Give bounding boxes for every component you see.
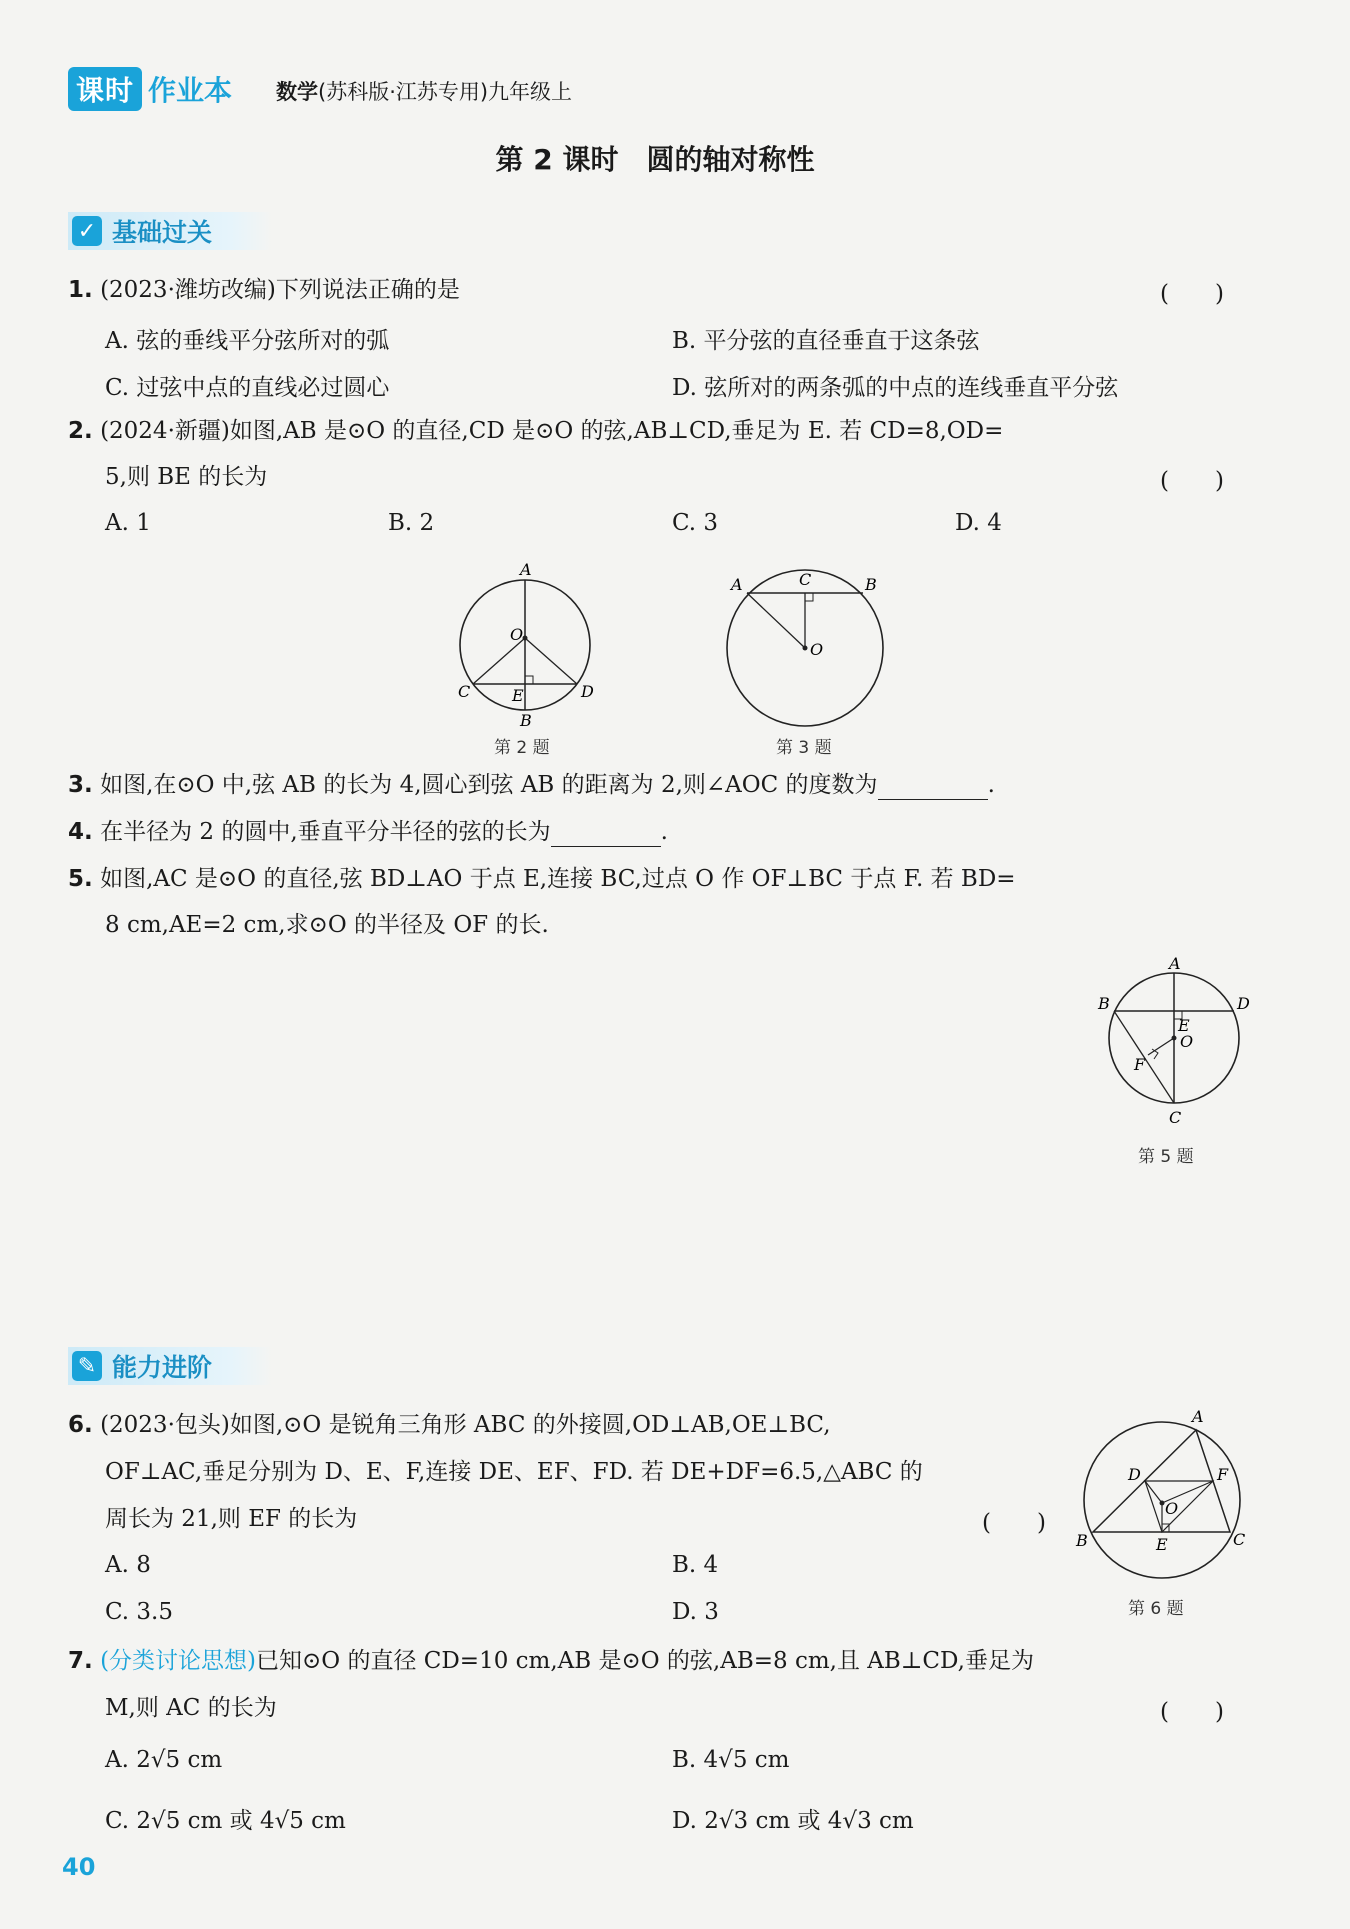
fig6-label-o: O <box>1165 1499 1179 1518</box>
q2-option-d: D. 4 <box>955 510 1002 536</box>
q6-number: 6. <box>68 1412 93 1438</box>
fig5-label-f: F <box>1134 1055 1146 1074</box>
fig5-label-o: O <box>1180 1032 1194 1051</box>
q4-answer-blank[interactable] <box>551 822 661 847</box>
q4-number: 4. <box>68 819 93 845</box>
subject-bold: 数学 <box>276 80 318 104</box>
fig5-label-c: C <box>1169 1108 1182 1127</box>
q2-answer-bracket: ( ) <box>1160 468 1224 494</box>
q6-line1: (2023·包头)如图,⊙O 是锐角三角形 ABC 的外接圆,OD⊥AB,OE⊥BC, <box>100 1412 831 1438</box>
figure-5 <box>1090 955 1260 1130</box>
page-number: 40 <box>62 1853 96 1881</box>
q7-option-d: D. 2√3 cm 或 4√3 cm <box>672 1808 914 1834</box>
q4-text: 在半径为 2 的圆中,垂直平分半径的弦的长为 <box>100 819 551 845</box>
q7-option-a: A. 2√5 cm <box>105 1747 223 1773</box>
fig2-label-a: A <box>520 560 532 579</box>
fig5-label-e: E <box>1178 1016 1190 1035</box>
fig6-label-b: B <box>1076 1531 1088 1550</box>
checkbox-icon: ✓ <box>72 216 102 246</box>
q3-end: . <box>987 772 995 798</box>
q3-text: 如图,在⊙O 中,弦 AB 的长为 4,圆心到弦 AB 的距离为 2,则∠AOC 的度数为 <box>100 772 878 798</box>
q1-stem <box>68 275 460 305</box>
fig3-label-c: C <box>799 570 812 589</box>
logo-text: 作业本 <box>148 74 233 107</box>
q6-line2: OF⊥AC,垂足分别为 D、E、F,连接 DE、EF、FD. 若 DE+DF=6.5,△ABC 的 <box>105 1459 923 1485</box>
fig2-label-d: D <box>581 682 594 701</box>
fig3-label-o: O <box>810 640 824 659</box>
q7-option-b: B. 4√5 cm <box>672 1747 790 1773</box>
figure-3 <box>715 560 895 735</box>
logo-box: 课时 <box>68 67 142 111</box>
brand-logo <box>68 70 232 108</box>
q3-stem <box>68 770 995 800</box>
q2-line2: 5,则 BE 的长为 <box>105 464 268 490</box>
fig6-label-d: D <box>1128 1465 1141 1484</box>
fig6-label-c: C <box>1233 1530 1246 1549</box>
q5-line2: 8 cm,AE=2 cm,求⊙O 的半径及 OF 的长. <box>105 912 549 938</box>
pencil-icon: ✎ <box>72 1351 102 1381</box>
q5-line1: 如图,AC 是⊙O 的直径,弦 BD⊥AO 于点 E,连接 BC,过点 O 作 OF⊥BC 于点 F. 若 BD= <box>100 866 1016 892</box>
q4-stem <box>68 817 668 847</box>
fig6-label-a: A <box>1192 1407 1204 1426</box>
section-advanced-title: 能力进阶 <box>112 1353 213 1382</box>
q1-option-b: B. 平分弦的直径垂直于这条弦 <box>672 328 980 354</box>
lesson-title: 第 2 课时 圆的轴对称性 <box>495 143 815 176</box>
fig2-caption: 第 2 题 <box>494 738 550 758</box>
section-basic-title: 基础过关 <box>112 218 213 247</box>
q6-option-c: C. 3.5 <box>105 1599 173 1625</box>
q7-line1: 已知⊙O 的直径 CD=10 cm,AB 是⊙O 的弦,AB=8 cm,且 AB⊥CD,垂足为 <box>256 1648 1034 1674</box>
q1-text: (2023·潍坊改编)下列说法正确的是 <box>100 277 460 303</box>
fig2-label-c: C <box>458 682 471 701</box>
q2-option-b: B. 2 <box>388 510 435 536</box>
q2-line1: (2024·新疆)如图,AB 是⊙O 的直径,CD 是⊙O 的弦,AB⊥CD,垂足为 E. 若 CD=8,OD= <box>100 418 1004 444</box>
q6-option-d: D. 3 <box>672 1599 719 1625</box>
q4-end: . <box>660 819 668 845</box>
figure-6 <box>1070 1400 1250 1585</box>
q6-stem-1 <box>68 1410 831 1440</box>
q6-option-a: A. 8 <box>105 1552 151 1578</box>
q2-number: 2. <box>68 418 93 444</box>
subject-rest: (苏科版·江苏专用)九年级上 <box>318 80 573 104</box>
fig3-label-a: A <box>731 575 743 594</box>
fig2-label-e: E <box>512 686 524 705</box>
q7-line2: M,则 AC 的长为 <box>105 1695 277 1721</box>
subject-line <box>276 76 572 106</box>
q5-stem-1 <box>68 864 1016 894</box>
q7-number: 7. <box>68 1648 93 1674</box>
fig2-label-b: B <box>520 711 532 730</box>
q7-answer-bracket: ( ) <box>1160 1699 1224 1725</box>
section-advanced <box>68 1345 272 1387</box>
fig6-caption: 第 6 题 <box>1128 1599 1184 1619</box>
section-basic <box>68 210 272 252</box>
figure-2 <box>440 560 610 730</box>
fig5-caption: 第 5 题 <box>1138 1147 1194 1167</box>
q6-answer-bracket: ( ) <box>982 1510 1046 1536</box>
q1-option-c: C. 过弦中点的直线必过圆心 <box>105 375 390 401</box>
q6-line3: 周长为 21,则 EF 的长为 <box>105 1506 358 1532</box>
q2-option-a: A. 1 <box>105 510 151 536</box>
q2-stem-1 <box>68 416 1003 446</box>
q7-tag: (分类讨论思想) <box>100 1648 257 1674</box>
q6-option-b: B. 4 <box>672 1552 719 1578</box>
q3-answer-blank[interactable] <box>878 775 988 800</box>
fig6-label-e: E <box>1156 1535 1168 1554</box>
q1-number: 1. <box>68 277 93 303</box>
q1-option-a: A. 弦的垂线平分弦所对的弧 <box>105 328 390 354</box>
q1-option-d: D. 弦所对的两条弧的中点的连线垂直平分弦 <box>672 375 1119 401</box>
fig6-label-f: F <box>1217 1465 1229 1484</box>
q5-number: 5. <box>68 866 93 892</box>
fig2-label-o: O <box>510 625 524 644</box>
fig5-label-b: B <box>1098 994 1110 1013</box>
q3-number: 3. <box>68 772 93 798</box>
fig5-label-a: A <box>1169 955 1181 973</box>
q7-stem-1 <box>68 1646 1034 1676</box>
fig3-label-b: B <box>865 575 877 594</box>
q1-answer-bracket: ( ) <box>1160 281 1224 307</box>
q7-option-c: C. 2√5 cm 或 4√5 cm <box>105 1808 346 1834</box>
q2-option-c: C. 3 <box>672 510 719 536</box>
fig5-label-d: D <box>1237 994 1250 1013</box>
fig3-caption: 第 3 题 <box>776 738 832 758</box>
